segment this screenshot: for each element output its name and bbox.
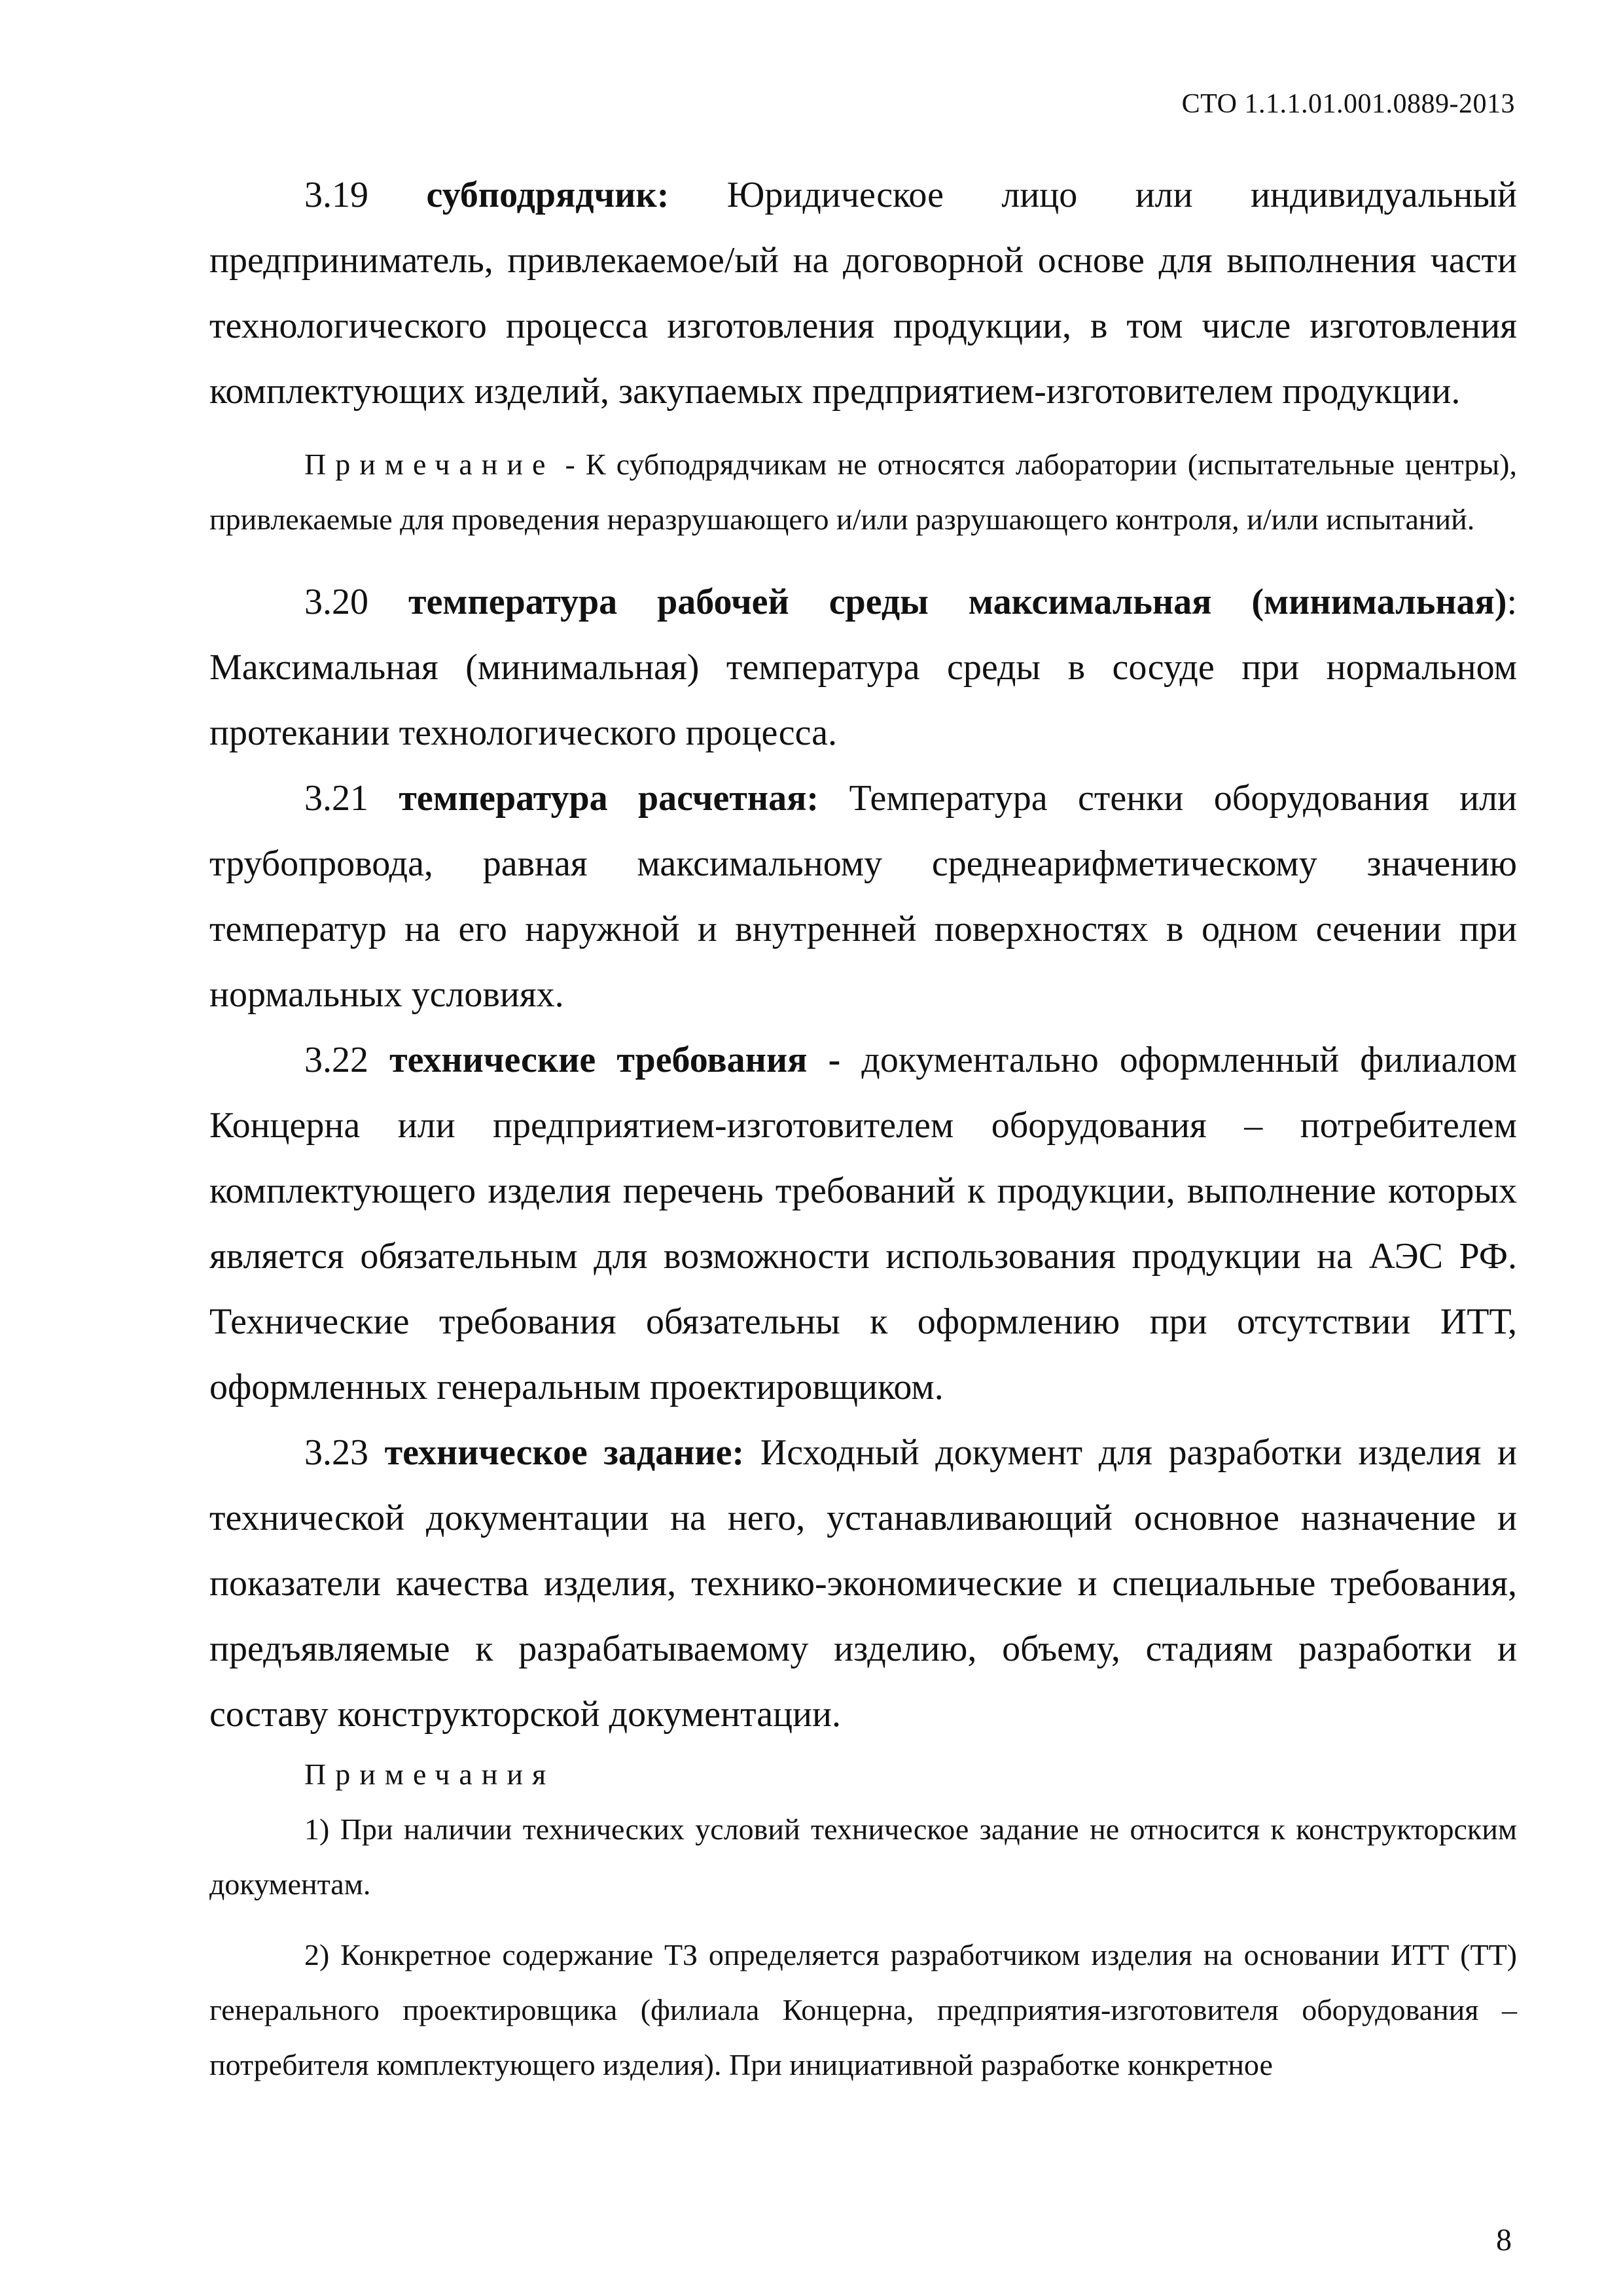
definition: Температура стенки оборудования или трубопровода, равная максимальному среднеарифметическому значению температур на его наружной и внутренней поверхностях в одном сечении при нормальных условиях. bbox=[209, 778, 1517, 1015]
note-3-19 bbox=[209, 437, 1517, 547]
section-number: 3.19 bbox=[304, 175, 368, 215]
section-3-23 bbox=[209, 1420, 1517, 1747]
term: температура рабочей среды максимальная (минимальная) bbox=[408, 582, 1507, 622]
section-3-21 bbox=[209, 766, 1517, 1027]
term: техническое задание: bbox=[384, 1432, 745, 1473]
section-3-20 bbox=[209, 569, 1517, 766]
section-3-19 bbox=[209, 162, 1517, 424]
note-item-2: 2) Конкретное содержание ТЗ определяется разработчиком изделия на основании ИТТ (ТТ) генерального проектировщика (филиала Концерна, предприятия-изготовителя оборудования – потребителя комплектующего изделия). При инициативной разработке конкретное bbox=[209, 1938, 1517, 2081]
note-label: Примечание bbox=[304, 448, 555, 481]
note-text: - К субподрядчикам не относятся лаборатории (испытательные центры), привлекаемые для проведения неразрушающего и/или разрушающего контроля, и/или испытаний. bbox=[209, 448, 1517, 536]
page-number: 8 bbox=[1496, 2223, 1512, 2257]
definition: документально оформленный филиалом Концерна или предприятием-изготовителем оборудования – потребителем комплектующего изделия перечень требований к продукции, выполнение которых является обязательным для возможности использования продукции на АЭС РФ. Технические требования обязательны к оформлению при отсутствии ИТТ, оформленных генеральным проектировщиком. bbox=[209, 1040, 1517, 1407]
notes-heading bbox=[209, 1747, 1517, 1802]
term: субподрядчик: bbox=[426, 175, 669, 215]
term: температура расчетная: bbox=[399, 778, 819, 819]
section-number: 3.22 bbox=[304, 1040, 368, 1080]
document-code: СТО 1.1.1.01.001.0889-2013 bbox=[1181, 89, 1515, 119]
note-item-1: 1) При наличии технических условий техническое задание не относится к конструкторским документам. bbox=[209, 1812, 1517, 1901]
notes-label: Примечания bbox=[304, 1757, 556, 1791]
definition: Юридическое лицо или индивидуальный предприниматель, привлекаемое/ый на договорной основе для выполнения части технологического процесса изготовления продукции, в том числе изготовления комплектующих изделий, закупаемых предприятием-изготовителем продукции. bbox=[209, 175, 1518, 412]
document-body bbox=[209, 162, 1517, 2093]
term: технические требования - bbox=[389, 1040, 841, 1080]
section-number: 3.23 bbox=[304, 1432, 368, 1473]
section-3-22 bbox=[209, 1027, 1517, 1420]
section-number: 3.21 bbox=[304, 778, 368, 819]
definition: Исходный документ для разработки изделия и технической документации на него, устанавливающий основное назначение и показатели качества изделия, технико-экономические и специальные требования, предъявляемые к разрабатываемому изделию, объему, стадиям разработки и составу конструкторской документации. bbox=[209, 1432, 1518, 1735]
definition: : Максимальная (минимальная) температура среды в сосуде при нормальном протекании технологического процесса. bbox=[209, 582, 1517, 753]
section-number: 3.20 bbox=[304, 582, 368, 622]
